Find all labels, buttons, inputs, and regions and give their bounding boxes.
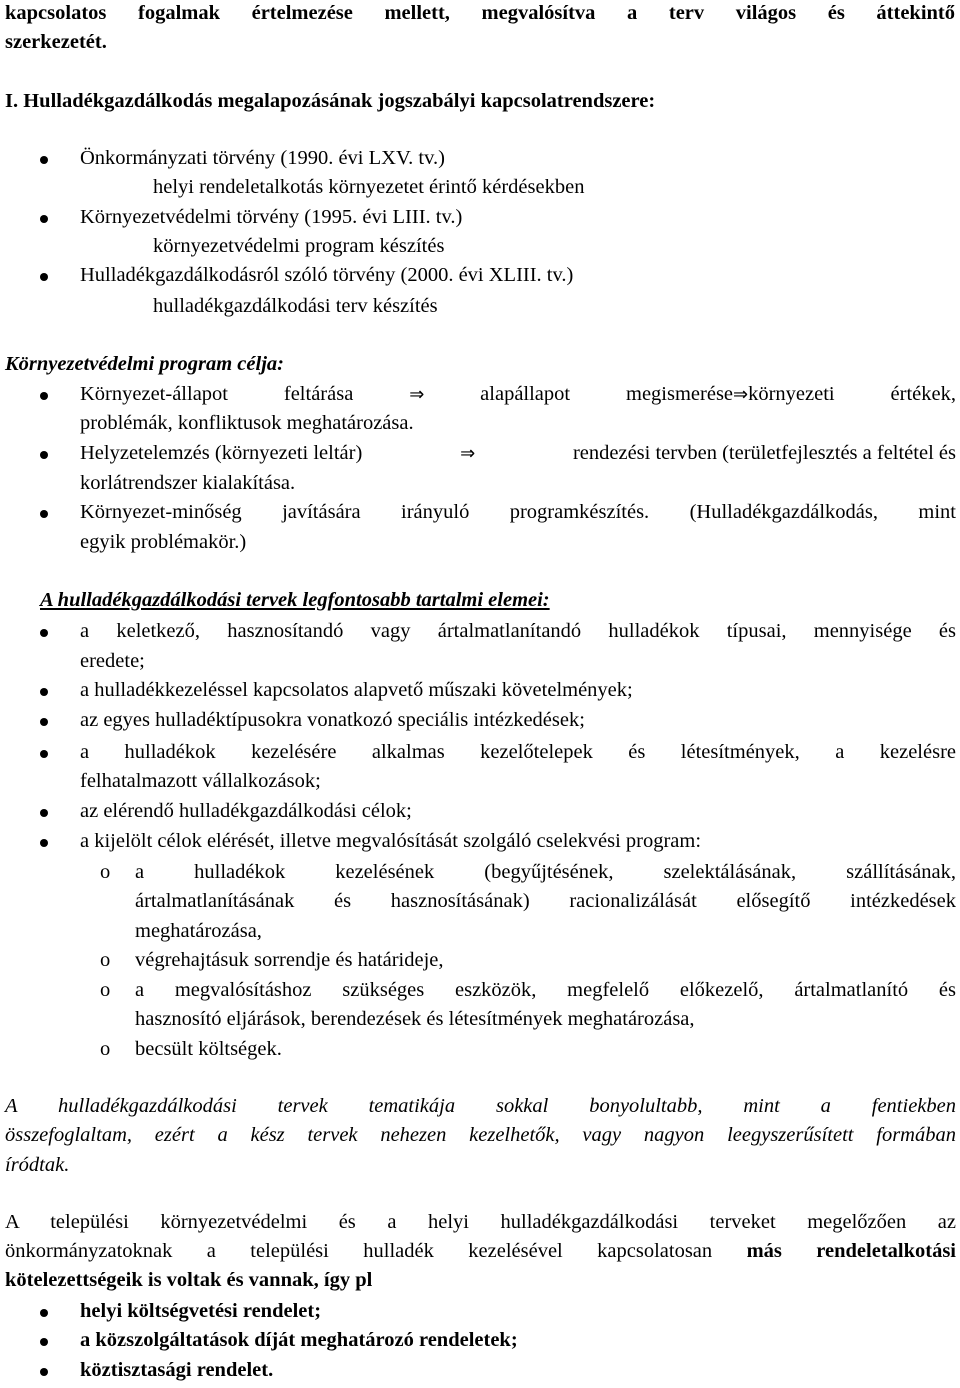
bullet-icon bbox=[40, 718, 48, 726]
sub-bullet-icon: o bbox=[100, 949, 111, 971]
sub-bullet-icon: o bbox=[100, 979, 111, 1001]
sub-item-3-cont: hasznosító eljárások, berendezések és létesítmények meghatározása, bbox=[135, 1008, 695, 1030]
text-segment: alapállapot bbox=[480, 383, 571, 405]
sub-item-2: végrehajtásuk sorrendje és határideje, bbox=[135, 949, 444, 971]
law-note-2: környezetvédelmi program készítés bbox=[153, 235, 445, 257]
bullet-icon bbox=[40, 451, 48, 459]
text-segment: önkormányzatoknak a települési hulladék kezelésével kapcsolatosan bbox=[5, 1240, 747, 1262]
final-paragraph-line-1: A települési környezetvédelmi és a helyi hulladékgazdálkodási terveket megelőzően az bbox=[5, 1211, 956, 1233]
element-item-5: az elérendő hulladékgazdálkodási célok; bbox=[80, 800, 412, 822]
sub-item-1-cont2: meghatározása, bbox=[135, 920, 262, 942]
implies-arrow-icon: ⇒ bbox=[409, 384, 425, 405]
bullet-icon bbox=[40, 1368, 48, 1376]
bullet-icon bbox=[40, 750, 48, 758]
law-item-3: Hulladékgazdálkodásról szóló törvény (2000. évi XLIII. tv.) bbox=[80, 264, 574, 286]
program-item-3: Környezet-minőség javítására irányuló programkészítés. (Hulladékgazdálkodás, mint bbox=[80, 501, 956, 523]
law-item-1: Önkormányzati törvény (1990. évi LXV. tv.) bbox=[80, 147, 445, 169]
italic-paragraph-line-2: összefoglaltam, ezért a kész tervek nehezen kezelhetők, vagy nagyon leegyszerűsített formában bbox=[5, 1124, 956, 1146]
final-paragraph-line-3: kötelezettségeik is voltak és vannak, így pl bbox=[5, 1269, 373, 1291]
text-segment: Környezet-állapot bbox=[80, 383, 228, 405]
law-item-2: Környezetvédelmi törvény (1995. évi LIII. tv.) bbox=[80, 206, 463, 228]
law-note-3: hulladékgazdálkodási terv készítés bbox=[153, 295, 438, 317]
bullet-icon bbox=[40, 1309, 48, 1317]
intro-line-1: kapcsolatos fogalmak értelmezése mellett, megvalósítva a terv világos és áttekintő bbox=[5, 2, 955, 24]
implies-arrow-icon: ⇒ bbox=[460, 443, 476, 464]
sub-item-1-cont: ártalmatlanításának és hasznosításának) racionalizálását elősegítő intézkedések bbox=[135, 890, 956, 912]
law-note-1: helyi rendeletalkotás környezetet érintő kérdésekben bbox=[153, 176, 585, 198]
bullet-icon bbox=[40, 215, 48, 223]
element-item-1-cont: eredete; bbox=[80, 650, 145, 672]
implies-arrow-icon: ⇒ bbox=[733, 384, 749, 405]
regulation-item-3: köztisztasági rendelet. bbox=[80, 1359, 274, 1381]
element-item-4: a hulladékok kezelésére alkalmas kezelőtelepek és létesítmények, a kezelésre bbox=[80, 741, 956, 763]
bullet-icon bbox=[40, 629, 48, 637]
text-segment: környezeti bbox=[748, 383, 835, 405]
text-segment-bold: más rendeletalkotási bbox=[746, 1240, 956, 1262]
program-item-2 bbox=[80, 443, 956, 464]
bullet-icon bbox=[40, 273, 48, 281]
final-paragraph-line-2 bbox=[5, 1241, 956, 1262]
italic-paragraph-line-3: íródtak. bbox=[5, 1154, 70, 1176]
bullet-icon bbox=[40, 510, 48, 518]
section1-heading: I. Hulladékgazdálkodás megalapozásának jogszabályi kapcsolatrendszere: bbox=[5, 90, 656, 112]
program-item-3-cont: egyik problémakör.) bbox=[80, 531, 247, 553]
bullet-icon bbox=[40, 156, 48, 164]
intro-line-2: szerkezetét. bbox=[5, 31, 107, 53]
section3-heading: A hulladékgazdálkodási tervek legfontosabb tartalmi elemei: bbox=[40, 589, 550, 611]
bullet-icon bbox=[40, 688, 48, 696]
text-segment: megismerése bbox=[626, 383, 734, 405]
bullet-icon bbox=[40, 839, 48, 847]
regulation-item-2: a közszolgáltatások díját meghatározó rendeletek; bbox=[80, 1329, 518, 1351]
element-item-3: az egyes hulladéktípusokra vonatkozó speciális intézkedések; bbox=[80, 709, 585, 731]
program-item-2-cont: korlátrendszer kialakítása. bbox=[80, 472, 296, 494]
bullet-icon bbox=[40, 392, 48, 400]
text-segment: feltárása bbox=[283, 383, 354, 405]
sub-bullet-icon: o bbox=[100, 1038, 111, 1060]
program-item-1 bbox=[80, 384, 956, 405]
sub-bullet-icon: o bbox=[100, 861, 111, 883]
text-segment: Helyzetelemzés (környezeti leltár) bbox=[80, 442, 363, 464]
italic-paragraph-line-1: A hulladékgazdálkodási tervek tematikája sokkal bonyolultabb, mint a fentiekben bbox=[5, 1095, 956, 1117]
element-item-6: a kijelölt célok elérését, illetve megvalósítását szolgáló cselekvési program: bbox=[80, 830, 702, 852]
section2-heading: Környezetvédelmi program célja: bbox=[5, 353, 284, 375]
text-segment: értékek, bbox=[890, 383, 956, 405]
bullet-icon bbox=[40, 1338, 48, 1346]
element-item-1: a keletkező, hasznosítandó vagy ártalmatlanítandó hulladékok típusai, mennyisége és bbox=[80, 620, 956, 642]
program-item-1-cont: problémák, konfliktusok meghatározása. bbox=[80, 412, 414, 434]
sub-item-3: a megvalósításhoz szükséges eszközök, megfelelő előkezelő, ártalmatlanító és bbox=[135, 979, 956, 1001]
text-segment: rendezési tervben (területfejlesztés a feltétel és bbox=[572, 442, 956, 464]
sub-item-1: a hulladékok kezelésének (begyűjtésének, szelektálásának, szállításának, bbox=[135, 861, 956, 883]
bullet-icon bbox=[40, 809, 48, 817]
element-item-2: a hulladékkezeléssel kapcsolatos alapvető műszaki követelmények; bbox=[80, 679, 633, 701]
element-item-4-cont: felhatalmazott vállalkozások; bbox=[80, 770, 321, 792]
regulation-item-1: helyi költségvetési rendelet; bbox=[80, 1300, 322, 1322]
sub-item-4: becsült költségek. bbox=[135, 1038, 282, 1060]
